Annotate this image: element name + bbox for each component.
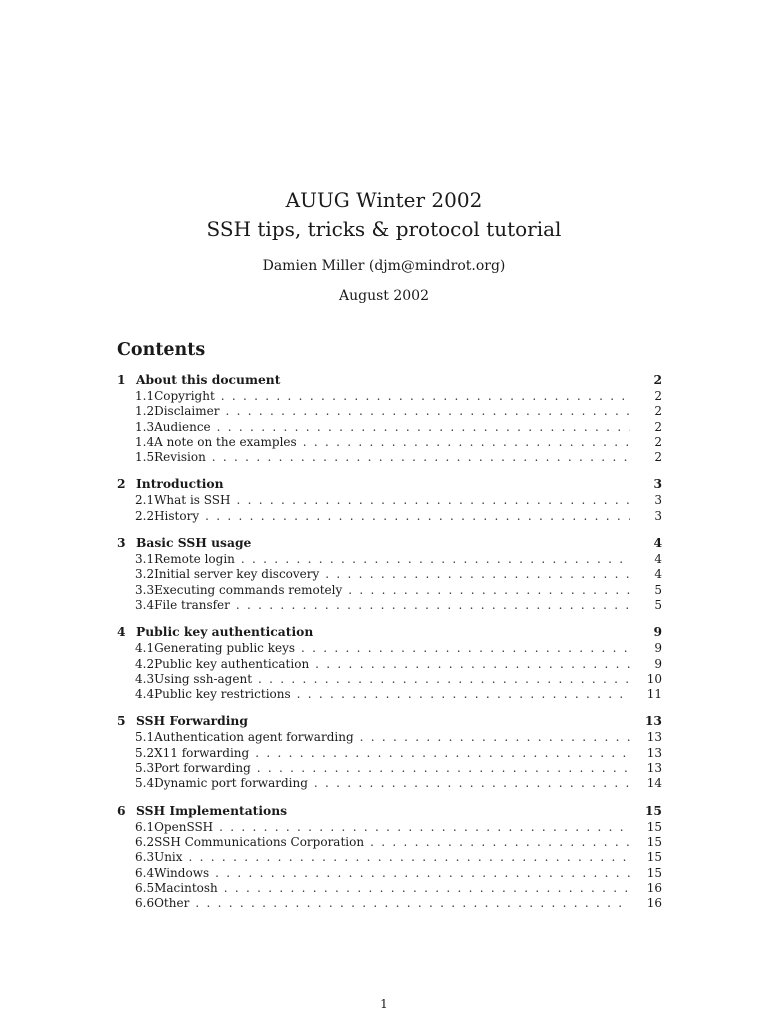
toc-dot-leader — [183, 850, 630, 864]
toc-subsection-entry[interactable] — [117, 866, 662, 881]
toc-dot-leader — [206, 450, 630, 464]
toc-subsection-title: Copyright — [154, 389, 215, 403]
toc-subsection-number: 6.4 — [135, 865, 155, 880]
toc-subsection-page: 15 — [646, 819, 662, 834]
toc-subsection-page: 2 — [654, 434, 662, 449]
toc-subsection-page: 15 — [646, 865, 662, 880]
toc-subsection-number: 6.3 — [135, 850, 155, 865]
toc-subsection-entry[interactable] — [117, 835, 662, 850]
toc-subsection-page: 3 — [654, 508, 662, 523]
toc-dot-leader — [199, 509, 630, 523]
toc-subsection-title: A note on the examples — [154, 434, 297, 449]
toc-subsection-page: 2 — [654, 450, 662, 465]
toc-subsection-entry[interactable] — [117, 567, 662, 582]
title-block — [0, 186, 768, 244]
toc-dot-leader — [215, 389, 630, 403]
toc-section-title: Public key authentication — [136, 624, 314, 640]
toc-subsection-number: 4.1 — [135, 641, 155, 656]
toc-section — [117, 372, 662, 465]
toc-subsection-title: Windows — [154, 865, 210, 880]
toc-subsection-title: Authentication agent forwarding — [154, 730, 354, 745]
toc-dot-leader — [297, 435, 630, 449]
toc-dot-leader — [219, 404, 630, 418]
toc-subsection-title: File transfer — [154, 597, 230, 612]
toc-dot-leader — [319, 567, 630, 581]
toc-subsection-page: 15 — [646, 834, 662, 849]
toc-subsection-title: Executing commands remotely — [154, 582, 343, 597]
toc-section-number: 1 — [117, 372, 126, 387]
toc-subsection-page: 14 — [646, 776, 662, 791]
toc-subsection-number: 2.1 — [135, 493, 155, 508]
toc-dot-leader — [295, 641, 630, 655]
toc-subsection-entry[interactable] — [117, 404, 662, 419]
toc-section — [117, 476, 662, 524]
toc-section — [117, 713, 662, 791]
toc-dot-leader — [308, 776, 630, 790]
toc-subsection-number: 6.6 — [135, 896, 155, 911]
toc-subsection-number: 5.1 — [135, 730, 155, 745]
toc-dot-leader — [291, 687, 630, 701]
toc-section-title: About this document — [136, 372, 281, 387]
toc-dot-leader — [218, 881, 630, 895]
toc-subsection-title: Audience — [154, 419, 211, 434]
toc-dot-leader — [230, 493, 630, 507]
toc-dot-leader — [211, 420, 630, 434]
toc-subsection-title: SSH Communications Corporation — [154, 834, 365, 849]
document-title: AUUG Winter 2002 — [285, 188, 483, 212]
toc-subsection-title: Dynamic port forwarding — [154, 776, 308, 791]
toc-section-entry[interactable] — [117, 713, 662, 730]
toc-section-page: 15 — [644, 802, 662, 818]
toc-subsection-title: Public key restrictions — [154, 687, 291, 702]
toc-dot-leader — [309, 657, 630, 671]
toc-dot-leader — [364, 835, 630, 849]
toc-section-entry[interactable] — [117, 372, 662, 389]
toc-dot-leader — [209, 866, 630, 880]
toc-subsection-page: 16 — [646, 896, 662, 911]
toc-section — [117, 535, 662, 613]
toc-dot-leader — [249, 746, 630, 760]
toc-section-number: 6 — [117, 802, 126, 818]
toc-subsection-entry[interactable] — [117, 687, 662, 702]
toc-subsection-page: 11 — [646, 687, 662, 702]
toc-subsection-entry[interactable] — [117, 420, 662, 435]
toc-dot-leader — [251, 761, 630, 775]
toc-subsection-title: History — [154, 508, 200, 523]
toc-section — [117, 803, 662, 912]
toc-dot-leader — [342, 583, 630, 597]
toc-subsection-entry[interactable] — [117, 881, 662, 896]
toc-subsection-number: 1.4 — [135, 434, 155, 449]
toc-subsection-number: 5.2 — [135, 745, 155, 760]
table-of-contents — [117, 372, 662, 922]
toc-subsection-title: X11 forwarding — [154, 745, 250, 760]
toc-section-page: 9 — [653, 624, 662, 640]
toc-section-entry[interactable] — [117, 803, 662, 820]
document-subtitle: SSH tips, tricks & protocol tutorial — [206, 217, 562, 241]
toc-subsection-number: 3.3 — [135, 582, 155, 597]
toc-subsection-entry[interactable] — [117, 672, 662, 687]
toc-subsection-number: 5.4 — [135, 776, 155, 791]
toc-subsection-number: 1.5 — [135, 450, 155, 465]
toc-subsection-entry[interactable] — [117, 761, 662, 776]
toc-section-title: SSH Forwarding — [136, 713, 248, 729]
toc-section-number: 5 — [117, 713, 126, 729]
toc-dot-leader — [189, 896, 630, 910]
toc-section-number: 2 — [117, 476, 126, 492]
toc-subsection-page: 13 — [646, 730, 662, 745]
toc-subsection-entry[interactable] — [117, 509, 662, 524]
toc-subsection-entry[interactable] — [117, 730, 662, 745]
toc-section — [117, 624, 662, 702]
toc-subsection-title: Port forwarding — [154, 761, 251, 776]
contents-heading: Contents — [117, 340, 206, 360]
toc-subsection-page: 9 — [654, 656, 662, 671]
toc-subsection-entry[interactable] — [117, 657, 662, 672]
toc-section-number: 4 — [117, 624, 126, 640]
toc-subsection-entry[interactable] — [117, 389, 662, 404]
toc-subsection-page: 3 — [654, 493, 662, 508]
toc-subsection-number: 1.3 — [135, 419, 155, 434]
toc-subsection-title: Revision — [154, 450, 206, 465]
toc-subsection-number: 5.3 — [135, 761, 155, 776]
author-line: Damien Miller (djm@mindrot.org) — [262, 258, 506, 274]
toc-subsection-number: 6.5 — [135, 880, 155, 895]
toc-subsection-entry[interactable] — [117, 493, 662, 508]
toc-subsection-page: 2 — [654, 404, 662, 419]
toc-subsection-number: 3.1 — [135, 552, 155, 567]
toc-subsection-title: Macintosh — [154, 880, 218, 895]
toc-section-number: 3 — [117, 535, 126, 551]
toc-subsection-page: 5 — [654, 582, 662, 597]
toc-section-title: Basic SSH usage — [136, 535, 252, 551]
toc-subsection-page: 9 — [654, 641, 662, 656]
toc-subsection-title: Disclaimer — [154, 404, 220, 419]
toc-dot-leader — [213, 820, 630, 834]
toc-subsection-number: 4.3 — [135, 671, 155, 686]
toc-subsection-title: OpenSSH — [154, 819, 214, 834]
toc-section-title: Introduction — [136, 476, 224, 492]
toc-section-entry[interactable] — [117, 535, 662, 552]
toc-section-entry[interactable] — [117, 476, 662, 493]
toc-subsection-number: 4.2 — [135, 656, 155, 671]
toc-dot-leader — [230, 598, 630, 612]
toc-subsection-entry[interactable] — [117, 820, 662, 835]
toc-subsection-page: 13 — [646, 761, 662, 776]
toc-subsection-title: Generating public keys — [154, 641, 295, 656]
toc-section-page: 4 — [653, 535, 662, 551]
toc-section-page: 2 — [653, 372, 662, 387]
toc-section-title: SSH Implementations — [136, 802, 288, 818]
toc-subsection-number: 3.2 — [135, 567, 155, 582]
toc-subsection-entry[interactable] — [117, 435, 662, 450]
toc-section-page: 13 — [644, 713, 662, 729]
page-number: 1 — [380, 997, 388, 1011]
toc-subsection-title: Unix — [154, 850, 183, 865]
toc-dot-leader — [252, 672, 630, 686]
toc-dot-leader — [235, 552, 630, 566]
toc-subsection-page: 4 — [654, 552, 662, 567]
toc-subsection-number: 2.2 — [135, 508, 155, 523]
toc-subsection-title: Initial server key discovery — [154, 567, 320, 582]
toc-subsection-entry[interactable] — [117, 583, 662, 598]
toc-subsection-title: What is SSH — [154, 493, 231, 508]
toc-subsection-page: 2 — [654, 419, 662, 434]
toc-subsection-entry[interactable] — [117, 746, 662, 761]
toc-subsection-entry[interactable] — [117, 776, 662, 791]
toc-subsection-entry[interactable] — [117, 450, 662, 465]
toc-subsection-page: 5 — [654, 597, 662, 612]
toc-subsection-page: 10 — [646, 671, 662, 686]
toc-subsection-number: 4.4 — [135, 687, 155, 702]
toc-subsection-title: Remote login — [154, 552, 235, 567]
toc-subsection-page: 2 — [654, 389, 662, 403]
toc-subsection-number: 1.1 — [135, 389, 155, 403]
toc-subsection-title: Public key authentication — [154, 656, 310, 671]
toc-subsection-entry[interactable] — [117, 896, 662, 911]
toc-subsection-number: 3.4 — [135, 597, 155, 612]
toc-subsection-title: Using ssh-agent — [154, 671, 253, 686]
toc-section-page: 3 — [653, 476, 662, 492]
toc-subsection-page: 4 — [654, 567, 662, 582]
toc-subsection-page: 13 — [646, 745, 662, 760]
toc-subsection-number: 1.2 — [135, 404, 155, 419]
toc-subsection-title: Other — [154, 896, 190, 911]
toc-section-entry[interactable] — [117, 624, 662, 641]
toc-subsection-page: 15 — [646, 850, 662, 865]
toc-subsection-entry[interactable] — [117, 641, 662, 656]
date-line: August 2002 — [339, 288, 429, 304]
toc-subsection-entry[interactable] — [117, 552, 662, 567]
toc-subsection-number: 6.1 — [135, 819, 155, 834]
toc-dot-leader — [354, 730, 630, 744]
toc-subsection-number: 6.2 — [135, 834, 155, 849]
toc-subsection-entry[interactable] — [117, 598, 662, 613]
toc-subsection-page: 16 — [646, 880, 662, 895]
toc-subsection-entry[interactable] — [117, 850, 662, 865]
